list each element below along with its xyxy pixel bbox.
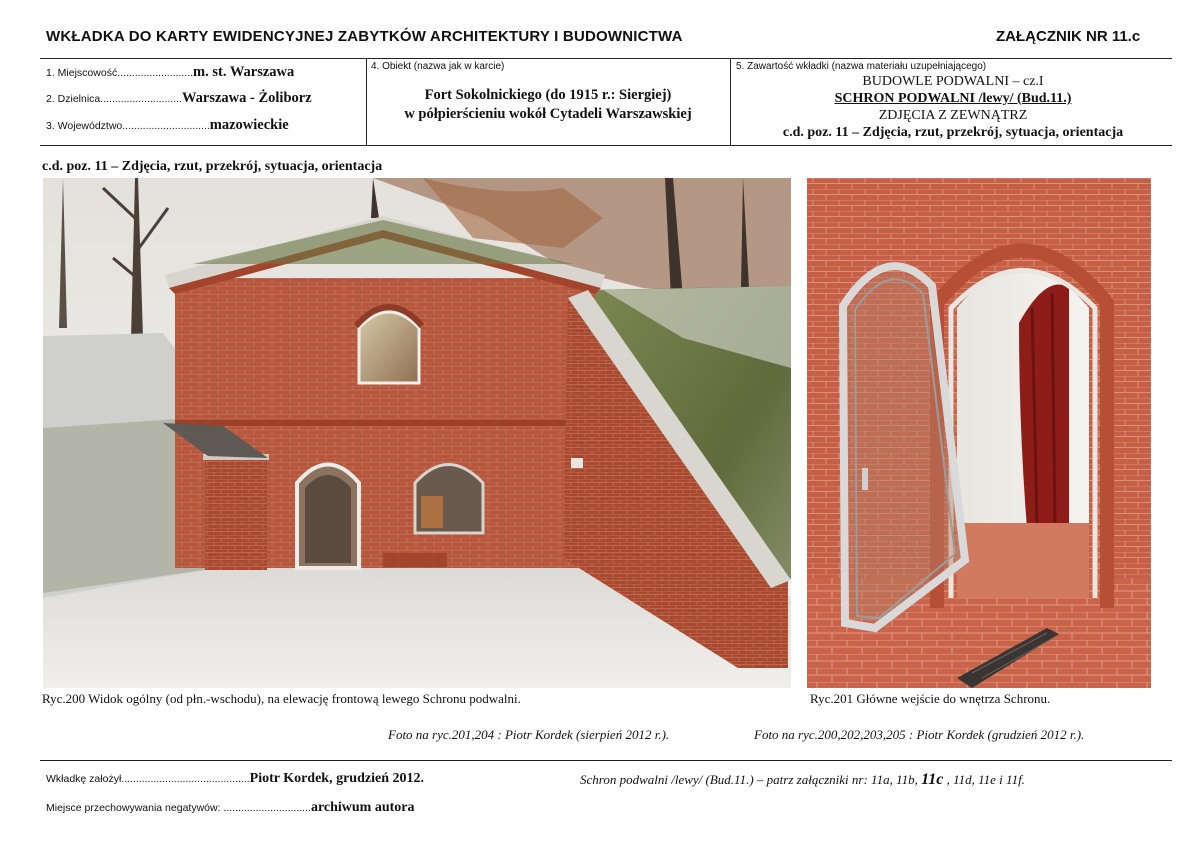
annex-number: ZAŁĄCZNIK NR 11.c bbox=[996, 28, 1141, 45]
caption-fig-200: Ryc.200 Widok ogólny (od płn.-wschodu), na elewację frontową lewego Schronu podwalni. bbox=[42, 691, 521, 706]
province-field bbox=[46, 117, 289, 134]
related-attachments-prefix: Schron podwalni /lewy/ (Bud.11.) – patrz załączniki nr: 11a, 11b, bbox=[580, 772, 922, 787]
created-by-label: Wkładkę założył............................................ bbox=[46, 773, 250, 785]
object-name bbox=[370, 86, 726, 124]
header-divider-top bbox=[40, 58, 1172, 59]
province-label: 3. Województwo.............................. bbox=[46, 120, 210, 132]
locality-value: m. st. Warszawa bbox=[193, 64, 295, 80]
object-label: 4. Obiekt (nazwa jak w karcie) bbox=[371, 61, 505, 72]
header-column-divider-2 bbox=[730, 58, 731, 145]
locality-field bbox=[46, 64, 294, 81]
province-value: mazowieckie bbox=[209, 117, 289, 133]
negatives-storage-label: Miejsce przechowywania negatywów: .............................. bbox=[46, 802, 311, 814]
photo-general-view bbox=[43, 178, 791, 688]
header-divider-bottom bbox=[40, 145, 1172, 146]
header-column-divider-1 bbox=[366, 58, 367, 145]
related-attachments-suffix: , 11d, 11e i 11f. bbox=[943, 772, 1025, 787]
object-name-line-2: w półpierścieniu wokół Cytadeli Warszawskiej bbox=[404, 106, 692, 122]
photo-credits-left: Foto na ryc.201,204 : Piotr Kordek (sierpień 2012 r.). bbox=[388, 727, 670, 742]
district-label: 2. Dzielnica............................ bbox=[46, 93, 182, 105]
photo-general-view-image bbox=[43, 178, 791, 688]
document-title: WKŁADKA DO KARTY EWIDENCYJNEJ ZABYTKÓW ARCHITEKTURY I BUDOWNICTWA bbox=[46, 28, 683, 45]
negatives-storage-field bbox=[46, 800, 415, 816]
created-by-field bbox=[46, 771, 424, 787]
contents-line-3: ZDJĘCIA Z ZEWNĄTRZ bbox=[878, 108, 1028, 123]
footer-divider bbox=[40, 760, 1172, 761]
object-name-line-1: Fort Sokolnickiego (do 1915 r.: Siergiej) bbox=[424, 87, 672, 103]
related-attachments bbox=[580, 771, 1025, 789]
contents-line-2: SCHRON PODWALNI /lewy/ (Bud.11.) bbox=[834, 91, 1072, 106]
caption-fig-201: Ryc.201 Główne wejście do wnętrza Schronu. bbox=[810, 691, 1051, 706]
photo-credits-right: Foto na ryc.200,202,203,205 : Piotr Kordek (grudzień 2012 r.). bbox=[754, 727, 1085, 742]
contents-line-4: c.d. poz. 11 – Zdjęcia, rzut, przekrój, sytuacja, orientacja bbox=[782, 125, 1124, 140]
negatives-storage-value: archiwum autora bbox=[310, 800, 415, 815]
current-attachment: 11c bbox=[921, 771, 944, 788]
contents-line-1: BUDOWLE PODWALNI – cz.I bbox=[862, 74, 1044, 89]
photo-main-entrance-image bbox=[807, 178, 1151, 688]
section-title: c.d. poz. 11 – Zdjęcia, rzut, przekrój, sytuacja, orientacja bbox=[42, 159, 383, 174]
photo-main-entrance bbox=[807, 178, 1151, 688]
district-field bbox=[46, 90, 312, 107]
locality-label: 1. Miejscowość.......................... bbox=[46, 67, 194, 79]
contents-description bbox=[733, 73, 1173, 141]
district-value: Warszawa - Żoliborz bbox=[181, 90, 312, 106]
created-by-value: Piotr Kordek, grudzień 2012. bbox=[249, 771, 424, 786]
contents-label: 5. Zawartość wkładki (nazwa materiału uzupełniającego) bbox=[736, 61, 987, 72]
